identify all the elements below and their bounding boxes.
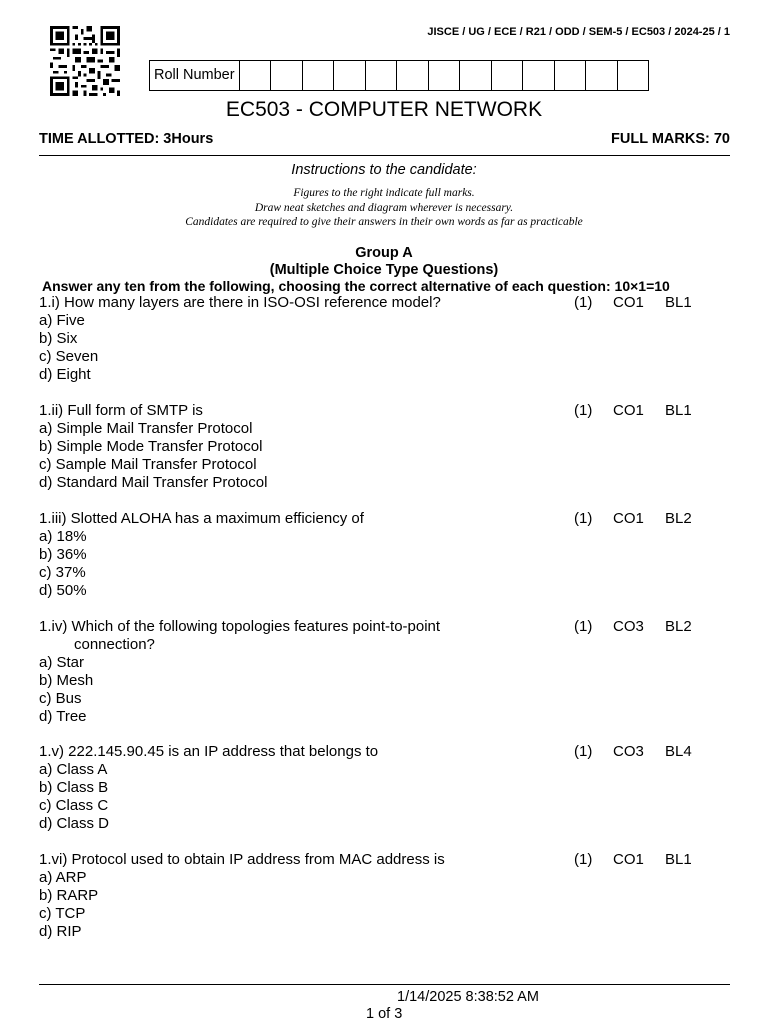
full-marks: FULL MARKS: 70 xyxy=(611,131,730,147)
roll-number-cell xyxy=(429,61,461,90)
question-text: 1.i) How many layers are there in ISO-OSI reference model? xyxy=(39,294,441,311)
course-outcome: CO1 xyxy=(613,510,644,527)
instructions-heading: Instructions to the candidate: xyxy=(291,162,477,178)
question-text: 1.v) 222.145.90.45 is an IP address that belongs to xyxy=(39,743,379,760)
question xyxy=(39,618,739,726)
question-line xyxy=(39,851,739,869)
roll-number-cell xyxy=(618,61,649,90)
roll-number-cell xyxy=(240,61,272,90)
answer-option: c) Sample Mail Transfer Protocol xyxy=(39,456,257,473)
roll-number-cell xyxy=(397,61,429,90)
roll-number-box xyxy=(149,60,649,91)
paper-code: JISCE / UG / ECE / R21 / ODD / SEM-5 / EC503 / 2024-25 / 1 xyxy=(427,26,730,38)
footer-divider xyxy=(39,984,730,985)
question-text: 1.ii) Full form of SMTP is xyxy=(39,402,203,419)
question-line xyxy=(39,743,739,761)
bloom-level: BL4 xyxy=(665,743,692,760)
answer-option: d) Class D xyxy=(39,815,110,832)
answer-option: b) 36% xyxy=(39,546,87,563)
roll-number-cell xyxy=(271,61,303,90)
question-marks: (1) xyxy=(574,510,593,527)
bloom-level: BL1 xyxy=(665,294,692,311)
answer-option: c) Bus xyxy=(39,690,82,707)
answer-option: a) Five xyxy=(39,312,85,329)
answer-option: c) TCP xyxy=(39,905,86,922)
question-marks: (1) xyxy=(574,402,593,419)
roll-number-cell xyxy=(334,61,366,90)
course-outcome: CO1 xyxy=(613,851,644,868)
course-outcome: CO3 xyxy=(613,743,644,760)
course-outcome: CO1 xyxy=(613,402,644,419)
answer-option: b) RARP xyxy=(39,887,99,904)
qr-code-icon xyxy=(48,26,122,96)
bloom-level: BL1 xyxy=(665,402,692,419)
question xyxy=(39,510,739,600)
answer-option: b) Class B xyxy=(39,779,109,796)
answer-option: a) ARP xyxy=(39,869,87,886)
page-title: EC503 - COMPUTER NETWORK xyxy=(225,98,543,121)
instruction-line: Figures to the right indicate full marks. xyxy=(293,187,475,199)
question-marks: (1) xyxy=(574,294,593,311)
question-line xyxy=(39,402,739,420)
question xyxy=(39,402,739,492)
page-number: 1 of 3 xyxy=(366,1006,403,1022)
answer-option: a) Simple Mail Transfer Protocol xyxy=(39,420,253,437)
answer-option: d) Tree xyxy=(39,708,87,725)
time-allotted: TIME ALLOTTED: 3Hours xyxy=(39,131,214,147)
answer-option: d) 50% xyxy=(39,582,87,599)
roll-number-cell xyxy=(492,61,524,90)
question-marks: (1) xyxy=(574,743,593,760)
question-text: 1.vi) Protocol used to obtain IP address from MAC address is xyxy=(39,851,445,868)
answer-option: a) Star xyxy=(39,654,85,671)
roll-number-cell xyxy=(366,61,398,90)
course-outcome: CO3 xyxy=(613,618,644,635)
instruction-line: Draw neat sketches and diagram wherever is necessary. xyxy=(254,201,514,214)
header-divider xyxy=(39,155,730,156)
bloom-level: BL1 xyxy=(665,851,692,868)
instructions-list xyxy=(0,186,768,230)
question-text-continued: connection? xyxy=(74,636,155,653)
question xyxy=(39,851,739,941)
footer-datetime: 1/14/2025 8:38:52 AM xyxy=(397,989,539,1005)
question-text: 1.iv) Which of the following topologies features point-to-point xyxy=(39,618,441,635)
answer-option: b) Simple Mode Transfer Protocol xyxy=(39,438,263,455)
answer-option: d) Standard Mail Transfer Protocol xyxy=(39,474,268,491)
answer-option: c) Seven xyxy=(39,348,99,365)
question xyxy=(39,743,739,833)
roll-number-cell xyxy=(460,61,492,90)
roll-number-cell xyxy=(523,61,555,90)
roll-number-cell xyxy=(555,61,587,90)
question xyxy=(39,294,739,384)
bloom-level: BL2 xyxy=(665,618,692,635)
group-heading xyxy=(0,245,768,278)
answer-option: a) Class A xyxy=(39,761,108,778)
roll-number-label: Roll Number xyxy=(150,61,240,90)
answer-option: b) Mesh xyxy=(39,672,94,689)
answer-option: c) Class C xyxy=(39,797,109,814)
answer-option: d) Eight xyxy=(39,366,91,383)
roll-number-cell xyxy=(303,61,335,90)
question-line xyxy=(39,294,739,312)
answer-option: d) RIP xyxy=(39,923,82,940)
group-title: Group A xyxy=(355,245,413,261)
group-subtitle: (Multiple Choice Type Questions) xyxy=(269,261,499,278)
instruction-line: Candidates are required to give their answers in their own words as far as practicable xyxy=(185,216,583,228)
question-text: 1.iii) Slotted ALOHA has a maximum efficiency of xyxy=(39,510,364,527)
question-line xyxy=(39,618,739,636)
roll-number-cell xyxy=(586,61,618,90)
answer-option: b) Six xyxy=(39,330,78,347)
group-instruction: Answer any ten from the following, choosing the correct alternative of each question: 10×1=10 xyxy=(42,278,670,294)
question-marks: (1) xyxy=(574,618,593,635)
answer-option: a) 18% xyxy=(39,528,87,545)
question-line xyxy=(39,510,739,528)
course-outcome: CO1 xyxy=(613,294,644,311)
question-marks: (1) xyxy=(574,851,593,868)
answer-option: c) 37% xyxy=(39,564,86,581)
bloom-level: BL2 xyxy=(665,510,692,527)
